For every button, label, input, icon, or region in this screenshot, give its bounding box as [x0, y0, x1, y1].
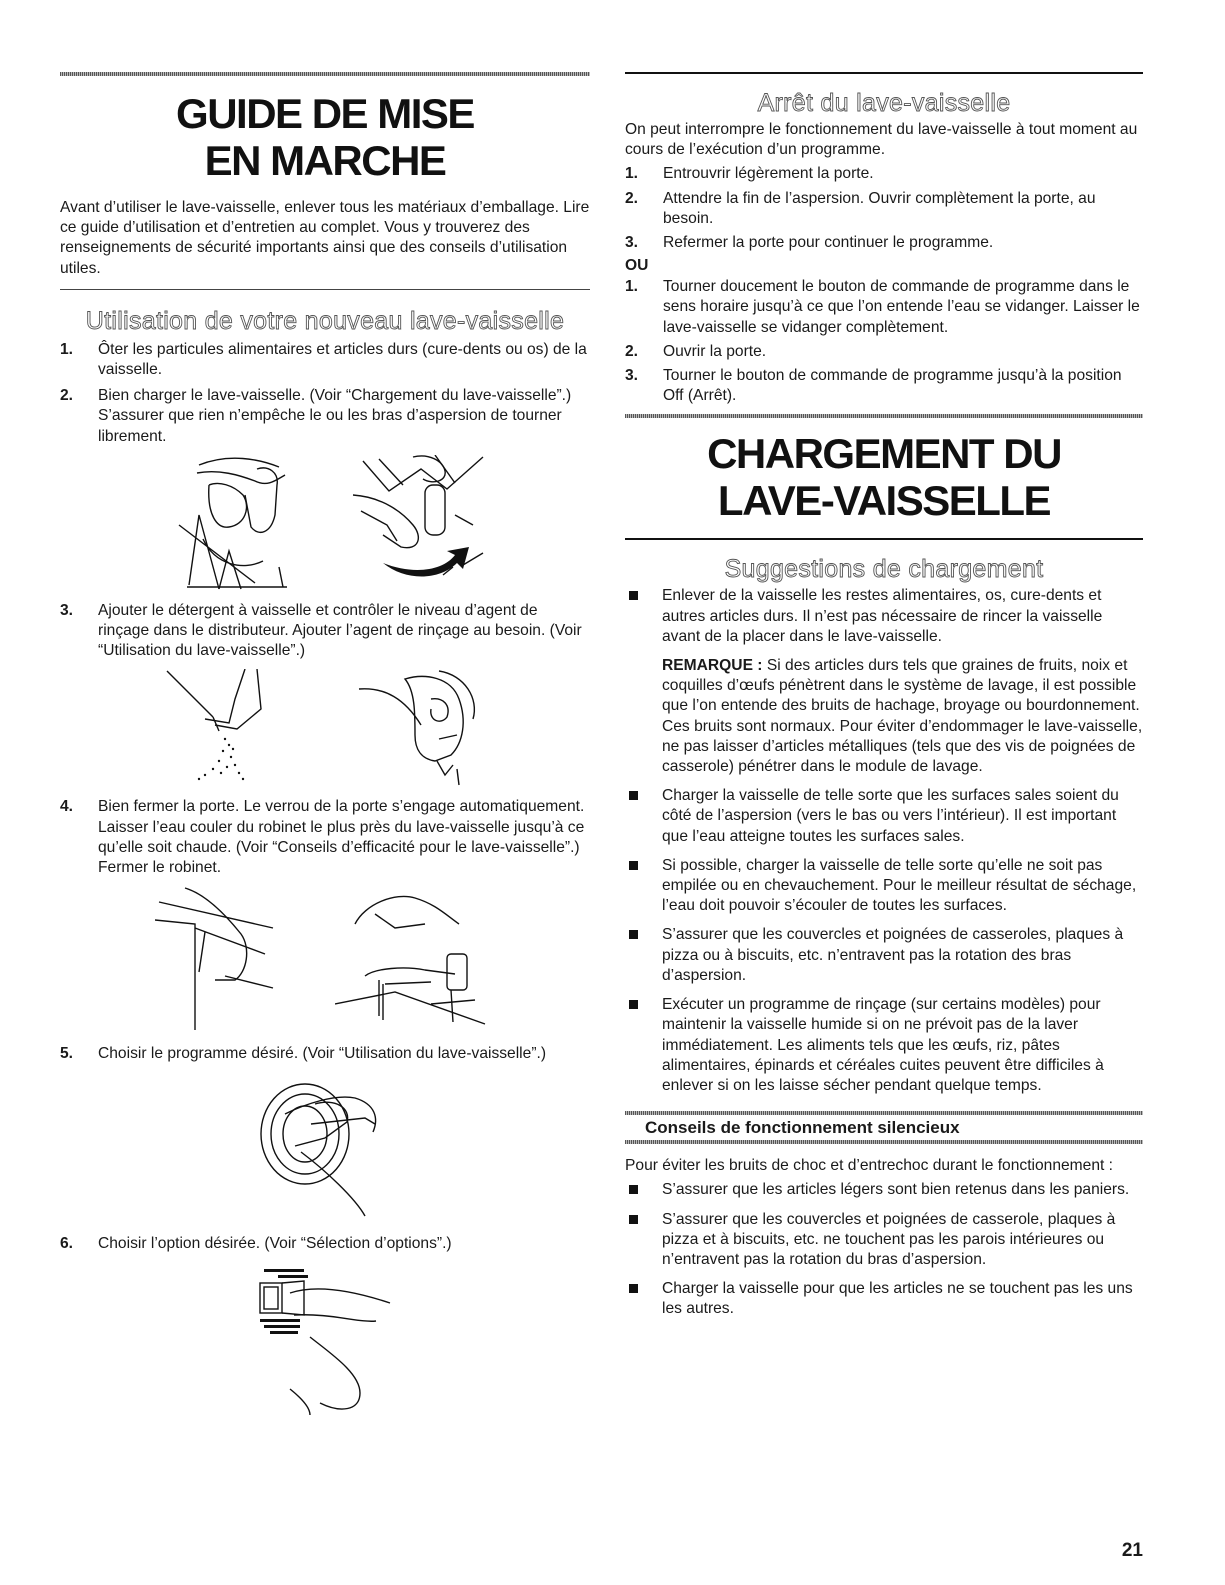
title-line-1: CHARGEMENT DU — [707, 430, 1061, 478]
title-line-2: EN MARCHE — [204, 137, 446, 184]
step-number: 2. — [60, 387, 74, 405]
step-number: 3. — [625, 234, 639, 252]
suggestion-item — [625, 995, 1143, 1096]
note-text: Si des articles durs tels que graines de fruits, noix et coquilles d’œufs pénètrent dans le système de lavage, il est possible que l’on entende des bruits de hachage, broyage ou bourdonnement. Ces bruits sont normaux. Pour éviter d’endommager le lave-vaisselle, ne pas laisser d’articles métalliques (tels que des vis de poignées de casserole) pénétrer dans le module de lavage. — [662, 657, 1143, 776]
tip-text: S’assurer que les couvercles et poignées de casserole, plaques à pizza et à biscuits, etc. ne touchent pas les parois intérieures ou n’entravent pas la rotation du bras d’aspersion. — [662, 1210, 1116, 1268]
step-number: 4. — [60, 798, 74, 816]
step-number: 3. — [625, 367, 639, 385]
step-text: Ouvrir la porte. — [663, 342, 767, 360]
step-4 — [60, 797, 590, 878]
step-number: 2. — [625, 189, 639, 207]
step-5 — [60, 1044, 590, 1064]
suggestion-text: S’assurer que les couvercles et poignées de casseroles, plaques à pizza ou à biscuits, etc. n’entravent pas la rotation des bras d’aspersion. — [662, 926, 1124, 984]
suggestion-item — [625, 786, 1143, 847]
illustration-row-1 — [60, 455, 590, 597]
step-6 — [60, 1234, 590, 1254]
loading-rack-illustration — [343, 455, 491, 593]
illustration-row-2 — [60, 669, 590, 789]
getting-started-steps-cont3 — [60, 1044, 590, 1064]
page-title-chargement — [625, 430, 1143, 524]
getting-started-steps-cont — [60, 601, 590, 662]
step-number: 1. — [60, 340, 74, 358]
note-paragraph — [662, 656, 1143, 777]
stop-step-a-3 — [625, 233, 1143, 253]
quiet-intro: Pour éviter les bruits de choc et d’entrechoc durant le fonctionnement : — [625, 1157, 1114, 1175]
bullet-square-icon — [629, 591, 638, 600]
step-1 — [60, 340, 590, 380]
step-text: Attendre la fin de l’aspersion. Ouvrir complètement la porte, au besoin. — [663, 189, 1096, 227]
step-text: Bien fermer la porte. Le verrou de la porte s’engage automatiquement. Laisser l’eau couler du robinet le plus près du lave-vaisselle jusqu’à ce qu’elle soit chaude. (Voir “Conseils d’efficacité pour le lave-vaisselle”.) Fermer le robinet. — [98, 798, 585, 877]
illustration-row-4 — [60, 1074, 590, 1224]
step-text: Entrouvrir légèrement la porte. — [663, 165, 874, 183]
stop-step-a-1 — [625, 164, 1143, 184]
section-heading-arret: Arrêt du lave-vaisselle — [757, 89, 1011, 117]
step-text: Choisir le programme désiré. (Voir “Utilisation du lave-vaisselle”.) — [98, 1045, 547, 1063]
step-number: 2. — [625, 342, 639, 360]
step-text: Tourner le bouton de commande de programme jusqu’à la position Off (Arrêt). — [663, 367, 1122, 405]
getting-started-steps-cont4 — [60, 1234, 590, 1254]
step-text: Choisir l’option désirée. (Voir “Sélection d’options”.) — [98, 1235, 452, 1253]
suggestion-item — [625, 856, 1143, 917]
step-text: Ôter les particules alimentaires et articles durs (cure-dents ou os) de la vaisselle. — [98, 340, 587, 379]
step-text: Tourner doucement le bouton de commande de programme dans le sens horaire jusqu’à ce que l’on entende l’eau se vidanger. Laisser le lave-vaisselle se vidanger complètement. — [663, 278, 1140, 336]
left-column — [60, 72, 590, 1423]
bullet-square-icon — [629, 1215, 638, 1224]
step-number: 5. — [60, 1045, 74, 1063]
suggestion-text: Enlever de la vaisselle les restes alimentaires, os, cure-dents et autres articles durs. Il n’est pas nécessaire de rincer la vaisselle avant de la placer dans le lave-vaisselle. — [662, 587, 1103, 645]
bullet-square-icon — [629, 1185, 638, 1194]
rinse-aid-illustration — [355, 669, 485, 787]
title-line-1: GUIDE DE MISE — [176, 90, 474, 137]
scraping-dish-illustration — [159, 455, 309, 593]
option-button-illustration — [250, 1263, 400, 1419]
illustration-row-5 — [60, 1263, 590, 1423]
step-3 — [60, 601, 590, 662]
quiet-tip-item — [625, 1210, 1143, 1271]
step-text: Refermer la porte pour continuer le programme. — [663, 234, 994, 252]
step-text: Ajouter le détergent à vaisselle et contrôler le niveau d’agent de rinçage dans le distributeur. Ajouter l’agent de rinçage au besoin. (Voir “Utilisation du lave-vaisselle”.) — [98, 601, 582, 660]
or-label: OU — [625, 257, 649, 275]
getting-started-steps-cont2 — [60, 797, 590, 878]
closing-door-illustration — [155, 884, 285, 1032]
stop-step-b-2 — [625, 342, 1143, 362]
getting-started-steps — [60, 340, 590, 447]
subheading-quiet: Conseils de fonctionnement silencieux — [645, 1118, 960, 1138]
quiet-tips — [625, 1180, 1143, 1319]
note-label: REMARQUE : — [662, 657, 763, 675]
quiet-tip-item — [625, 1180, 1143, 1200]
step-number: 1. — [625, 165, 639, 183]
suggestion-item — [625, 586, 1143, 777]
right-column — [625, 72, 1143, 1329]
title-line-2: LAVE-VAISSELLE — [717, 477, 1051, 525]
stop-steps-a — [625, 164, 1143, 253]
bullet-square-icon — [629, 1000, 638, 1009]
bullet-square-icon — [629, 930, 638, 939]
bullet-square-icon — [629, 861, 638, 870]
step-text: Bien charger le lave-vaisselle. (Voir “Chargement du lave-vaisselle”.) S’assurer que rien n’empêche le ou les bras d’aspersion de tourner librement. — [98, 387, 572, 445]
detergent-pouring-illustration — [165, 669, 285, 787]
section-heading-utilisation: Utilisation de votre nouveau lave-vaisselle — [85, 306, 565, 335]
faucet-illustration — [335, 884, 495, 1032]
suggestion-text: Charger la vaisselle de telle sorte que les surfaces sales soient du côté de l’aspersion (vers le bas ou vers l’intérieur). Il est important que l’eau atteigne toutes les surfaces sales. — [662, 787, 1119, 845]
stop-step-b-1 — [625, 277, 1143, 338]
step-number: 1. — [625, 278, 639, 296]
stop-step-a-2 — [625, 189, 1143, 229]
step-2 — [60, 386, 590, 447]
loading-suggestions — [625, 586, 1143, 1096]
tip-text: S’assurer que les articles légers sont bien retenus dans les paniers. — [662, 1181, 1130, 1199]
suggestion-text: Exécuter un programme de rinçage (sur certains modèles) pour maintenir la vaisselle humide si on ne prévoit pas de la laver immédiatement. Les aliments tels que les œufs, riz, pâtes alimentaires, épinards et céréales cuites peuvent être difficiles à enlever si on les laisse sécher pendant quelque temps. — [662, 996, 1104, 1094]
suggestion-text: Si possible, charger la vaisselle de telle sorte qu’elle ne soit pas empilée ou en chevauchement. Pour le meilleur résultat de séchage, l’eau doit pouvoir s’écouler de toutes les surfaces. — [662, 856, 1137, 915]
program-dial-illustration — [255, 1074, 395, 1220]
page-title-guide — [60, 90, 590, 184]
stop-intro: On peut interrompre le fonctionnement du lave-vaisselle à tout moment au cours de l’exécution d’un programme. — [625, 121, 1138, 159]
quiet-tip-item — [625, 1279, 1143, 1319]
step-number: 6. — [60, 1235, 74, 1253]
stop-steps-b — [625, 277, 1143, 406]
tip-text: Charger la vaisselle pour que les articles ne se touchent pas les uns les autres. — [662, 1280, 1133, 1318]
section-heading-suggestions: Suggestions de chargement — [724, 555, 1044, 584]
illustration-row-3 — [60, 884, 590, 1034]
intro-paragraph: Avant d’utiliser le lave-vaisselle, enlever tous les matériaux d’emballage. Lire ce guide d’utilisation et d’entretien au complet. Vous y trouverez des renseignements de sécurité importants ainsi que des conseils d’utilisation utiles. — [60, 199, 590, 277]
bullet-square-icon — [629, 791, 638, 800]
suggestion-item — [625, 925, 1143, 986]
bullet-square-icon — [629, 1284, 638, 1293]
page-number: 21 — [1121, 1540, 1143, 1561]
stop-step-b-3 — [625, 366, 1143, 406]
step-number: 3. — [60, 601, 74, 619]
